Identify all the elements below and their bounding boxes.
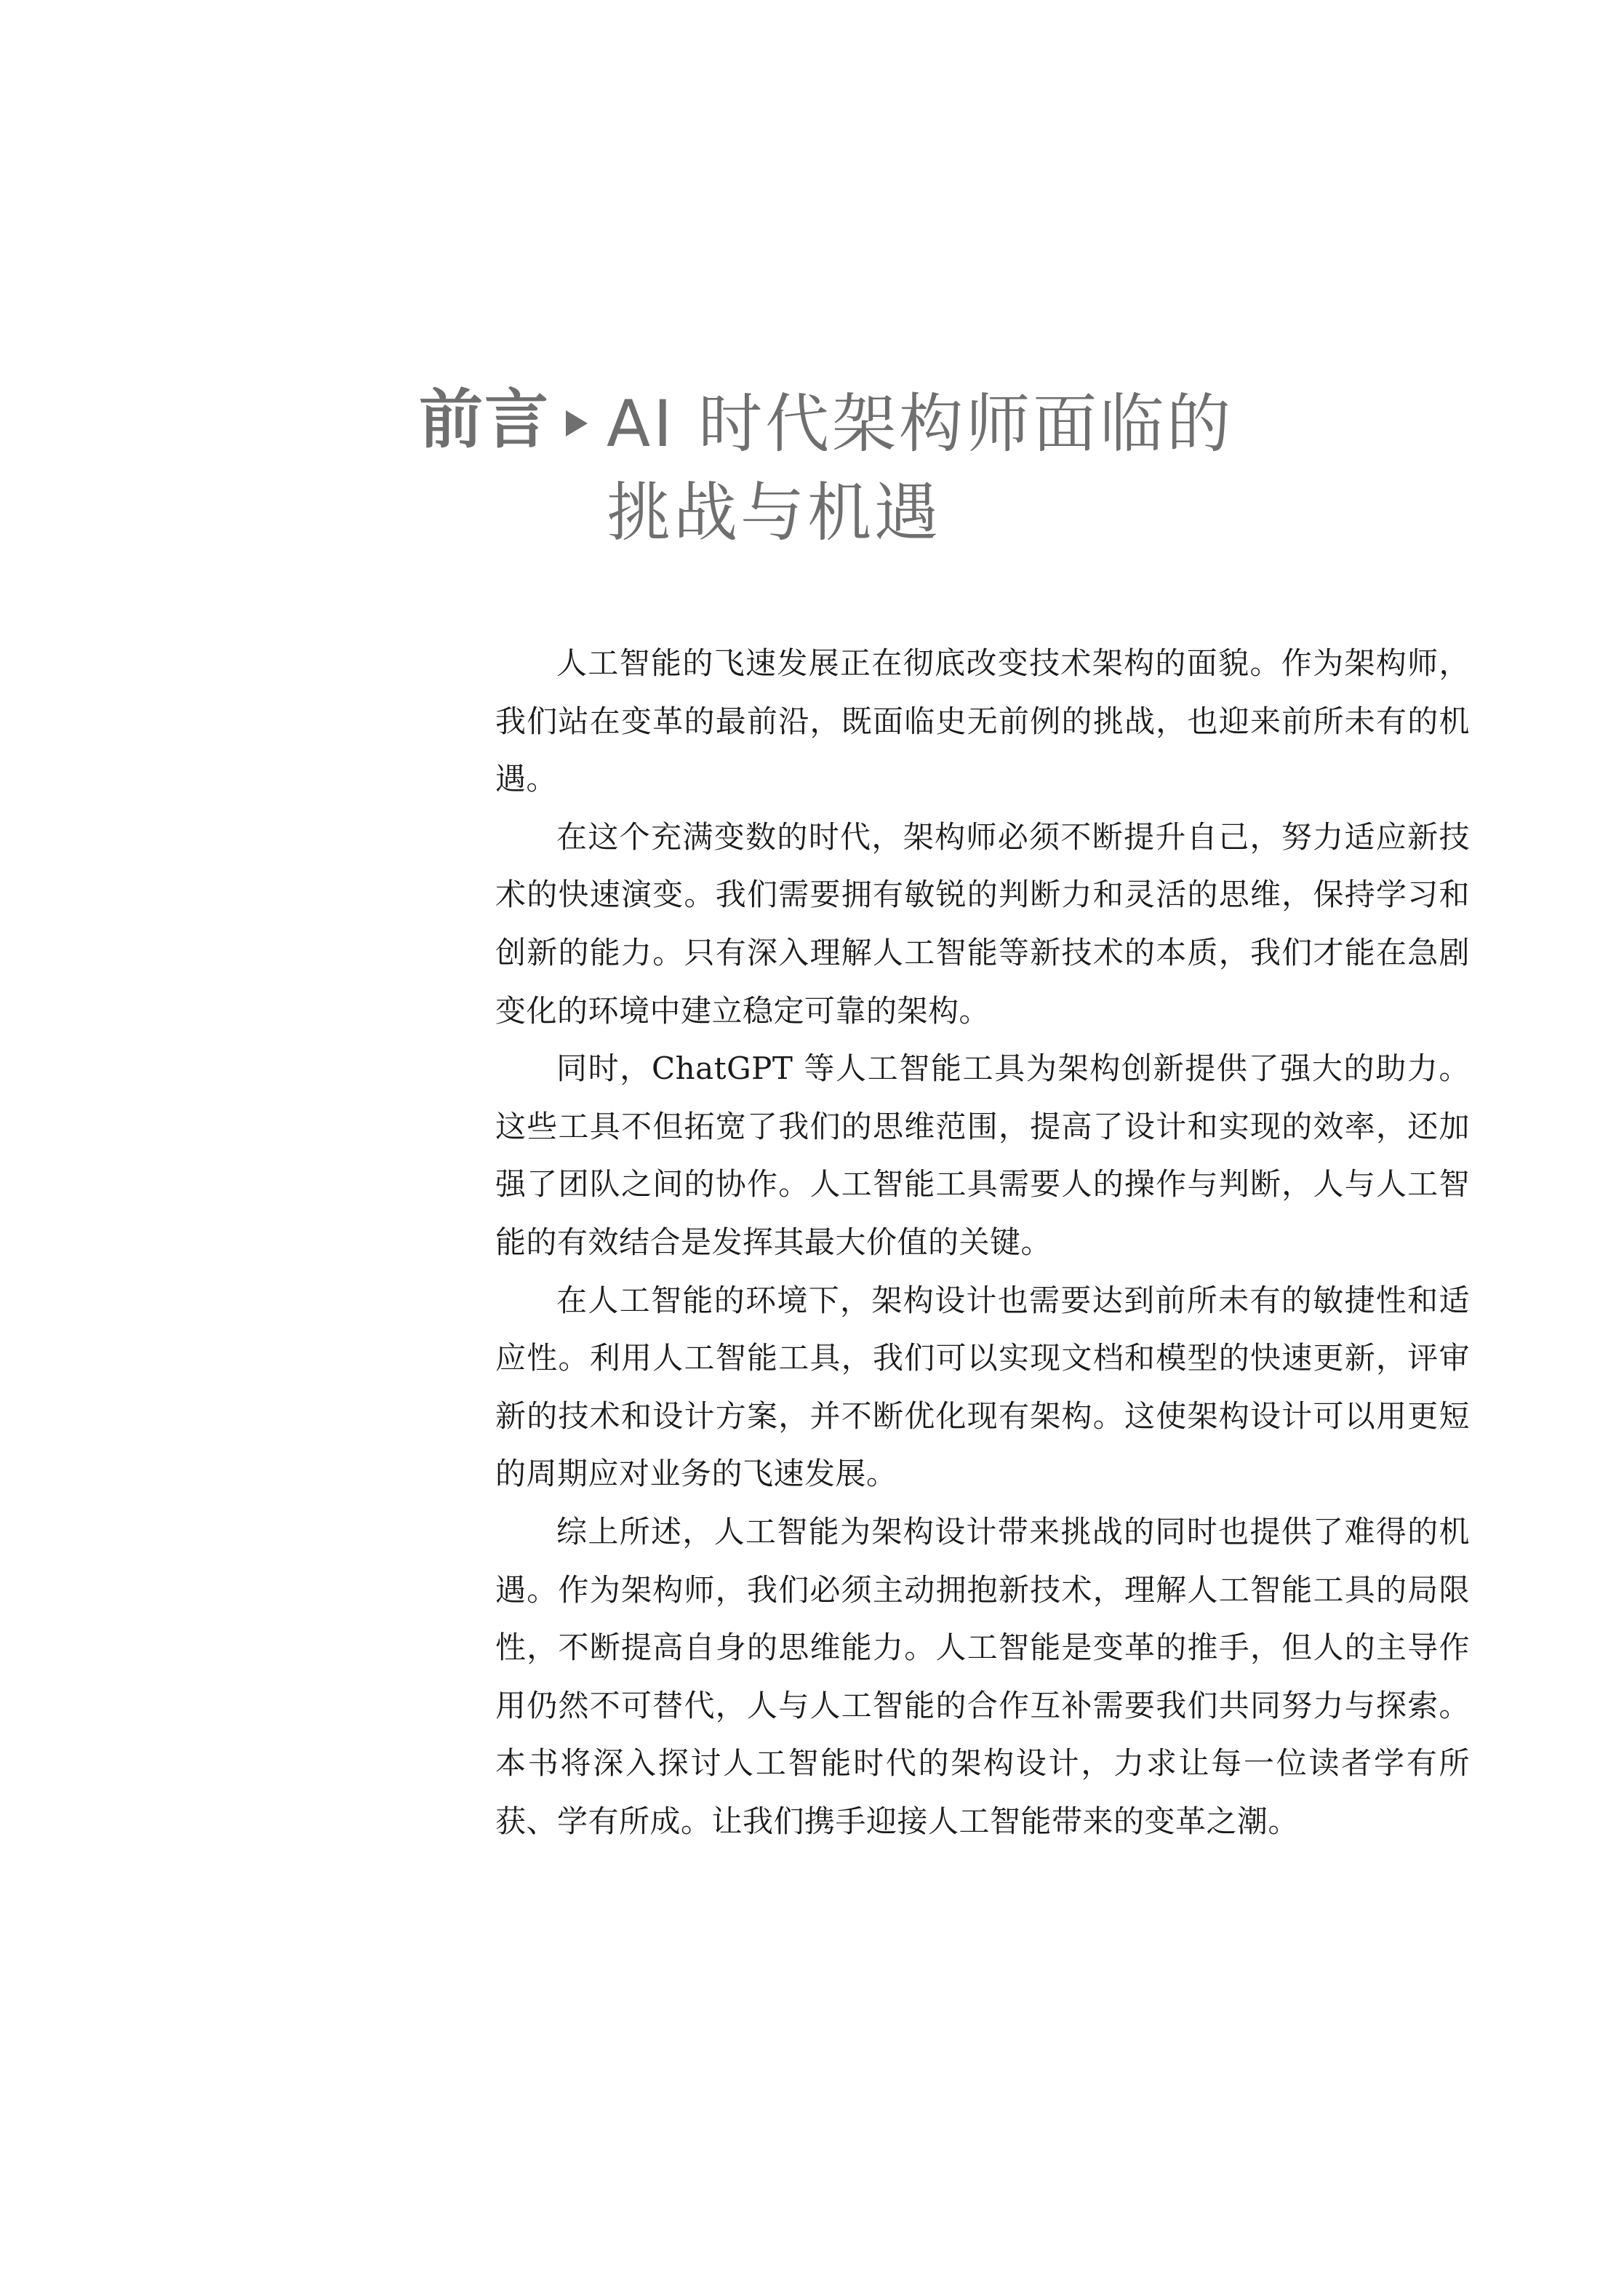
paragraph-1: 人工智能的飞速发展正在彻底改变技术架构的面貌。作为架构师，我们站在变革的最前沿，既面临史无前例的挑战，也迎来前所未有的机遇。 (495, 645, 1470, 797)
body-text (495, 634, 1470, 1850)
paragraph-2: 在这个充满变数的时代，架构师必须不断提升自己，努力适应新技术的快速演变。我们需要拥有敏锐的判断力和灵活的思维，保持学习和创新的能力。只有深入理解人工智能等新技术的本质，我们才能在急剧变化的环境中建立稳定可靠的架构。 (495, 818, 1470, 1029)
paragraph-3: 同时，ChatGPT 等人工智能工具为架构创新提供了强大的助力。这些工具不但拓宽了我们的思维范围，提高了设计和实现的效率，还加强了团队之间的协作。人工智能工具需要人的操作与判断，人与人工智能的有效结合是发挥其最大价值的关键。 (495, 1050, 1470, 1260)
triangle-right-icon (566, 410, 588, 436)
chapter-heading (419, 380, 1510, 569)
paragraph-4: 在人工智能的环境下，架构设计也需要达到前所未有的敏捷性和适应性。利用人工智能工具，我们可以实现文档和模型的快速更新，评审新的技术和设计方案，并不断优化现有架构。这使架构设计可以用更短的周期应对业务的飞速发展。 (495, 1282, 1470, 1492)
chapter-label: 前言 (419, 382, 551, 457)
chapter-title: AI 时代架构师面临的 挑战与机遇 (607, 386, 1234, 550)
paragraph-5: 综上所述，人工智能为架构设计带来挑战的同时也提供了难得的机遇。作为架构师，我们必须主动拥抱新技术，理解人工智能工具的局限性，不断提高自身的思维能力。人工智能是变革的推手，但人的主导作用仍然不可替代，人与人工智能的合作互补需要我们共同努力与探索。本书将深入探讨人工智能时代的架构设计，力求让每一位读者学有所获、学有所成。让我们携手迎接人工智能带来的变革之潮。 (495, 1513, 1470, 1839)
